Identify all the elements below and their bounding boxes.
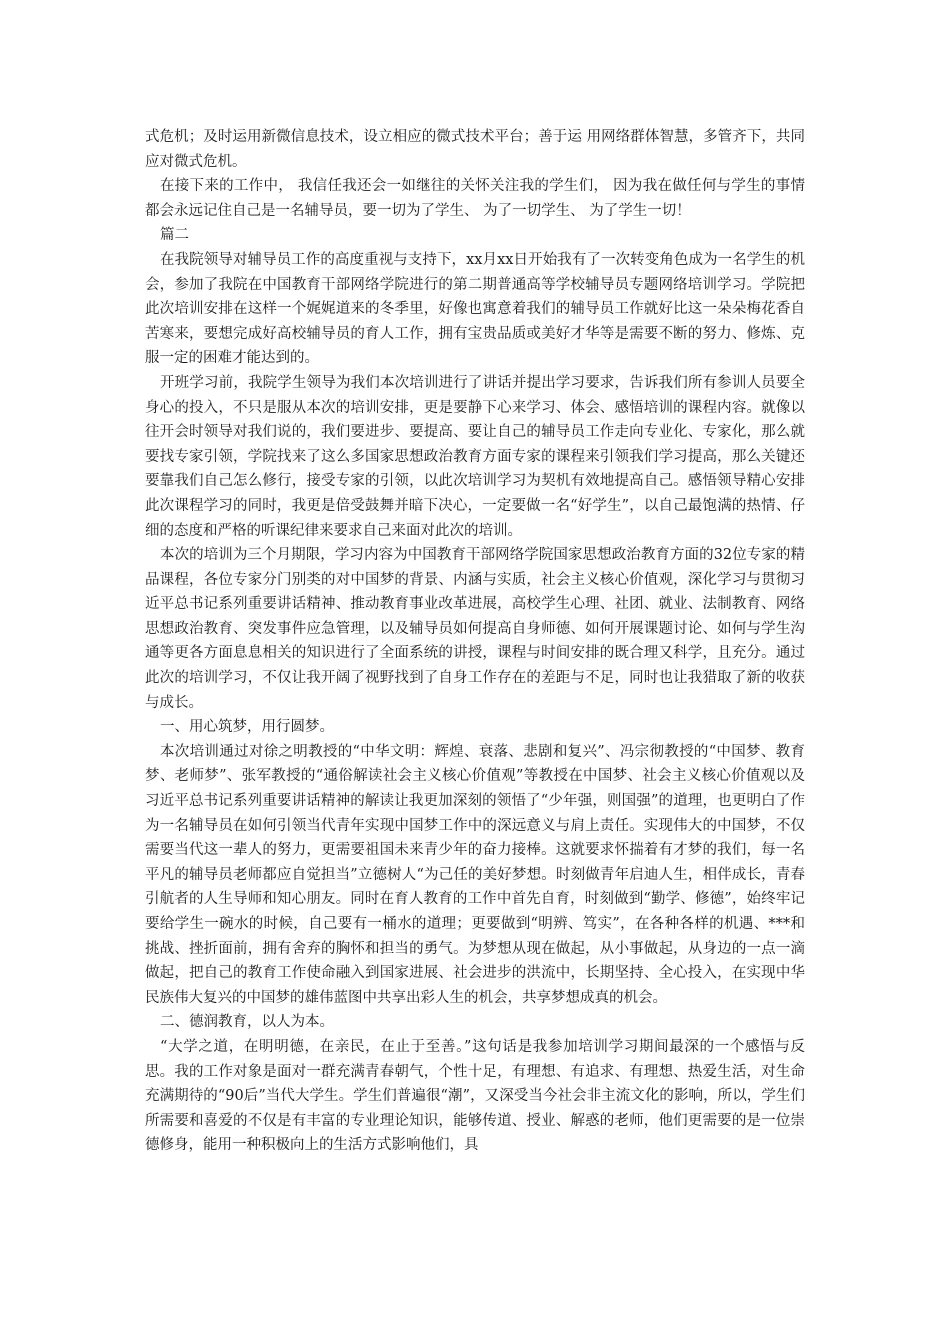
section-title-part-two: 篇二 (160, 227, 189, 244)
heading-section-two: 二、德润教育，以人为本。 (160, 1014, 334, 1031)
paragraph-intro: 在我院领导对辅导员工作的高度重视与支持下，xx月xx日开始我有了一次转变角色成为一名学生的机会，参加了我院在中国教育干部网络学院进行的第二期普通高等学校辅导员专题网络培训学习。学院把此次培训安排在这样一个娓娓道来的冬季里，好像也寓意着我们的辅导员工作就好比这一朵朵梅花香自苦寒来，要想完成好高校辅导员的育人工作，拥有宝贵品质或美好才华等是需要不断的努力、修炼、克服一定的困难才能达到的。 (145, 251, 805, 367)
document-page (145, 125, 805, 1158)
paragraph-pre-class: 开班学习前，我院学生领导为我们本次培训进行了讲话并提出学习要求，告诉我们所有参训人员要全身心的投入，不只是服从本次的培训安排，更是要静下心来学习、体会、感悟培训的课程内容。就像以往开会时领导对我们说的，我们要进步、要提高、要让自己的辅导员工作走向专业化、专家化，那么就要找专家引领，学院找来了这么多国家思想政治教育方面专家的课程来引领我们学习提高，那么关键还要靠我们自己怎么修行，接受专家的引领，以此次培训学习为契机有效地提高自己。感悟领导精心安排此次课程学习的同时，我更是倍受鼓舞并暗下决心，一定要做一名“好学生”，以自己最饱满的热情、仔细的态度和严格的听课纪律来要求自己来面对此次的培训。 (145, 374, 805, 539)
paragraph-section-one-body: 本次培训通过对徐之明教授的“中华文明：辉煌、衰落、悲剧和复兴”、冯宗彻教授的“中国梦、教育梦、老师梦”、张军教授的“通俗解读社会主义核心价值观”等教授在中国梦、社会主义核心价值观以及习近平总书记系列重要讲话精神的解读让我更加深刻的领悟了“少年强，则国强”的道理，也更明白了作为一名辅导员在如何引领当代青年实现中国梦工作中的深远意义与肩上责任。实现伟大的中国梦，不仅需要当代这一辈人的努力，更需要祖国未来青少年的奋力接棒。这就要求怀揣着有才梦的我们，每一名平凡的辅导员老师都应自觉担当”立德树人“为己任的美好梦想。时刻做青年启迪人生，相伴成长，青春引航者的人生导师和知心朋友。同时在育人教育的工作中首先自育，时刻做到“勤学、修德”，始终牢记要给学生一碗水的时候，自己要有一桶水的道理；更要做到“明辨、笃实”，在各种各样的机遇、***和挑战、挫折面前，拥有舍弃的胸怀和担当的勇气。为梦想从现在做起，从小事做起，从身边的一点一滴做起，把自己的教育工作使命融入到国家进展、社会进步的洪流中，长期坚持、全心投入，在实现中华民族伟大复兴的中国梦的雄伟蓝图中共享出彩人生的机会，共享梦想成真的机会。 (145, 743, 805, 1006)
paragraph-section-two-body: “大学之道，在明明德，在亲民，在止于至善。”这句话是我参加培训学习期间最深的一个感悟与反思。我的工作对象是面对一群充满青春朝气，个性十足，有理想、有追求、有理想、热爱生活，对生命充满期待的“90后”当代大学生。学生们普遍很“潮”，又深受当今社会非主流文化的影响，所以，学生们所需要和喜爱的不仅是有丰富的专业理论知识，能够传道、授业、解惑的老师，他们更需要的是一位崇德修身，能用一种积极向上的生活方式影响他们，具 (145, 1038, 805, 1154)
heading-section-one: 一、用心筑梦，用行圆梦。 (160, 719, 334, 736)
paragraph-closing: 在接下来的工作中， 我信任我还会一如继往的关怀关注我的学生们， 因为我在做任何与学生的事情都会永远记住自己是一名辅导员，要一切为了学生、 为了一切学生、 为了学生一切！ (145, 178, 805, 219)
paragraph-training-content: 本次的培训为三个月期限，学习内容为中国教育干部网络学院国家思想政治教育方面的32位专家的精品课程，各位专家分门别类的对中国梦的背景、内涵与实质，社会主义核心价值观，深化学习与贯彻习近平总书记系列重要讲话精神、推动教育事业改革进展，高校学生心理、社团、就业、法制教育、网络思想政治教育、突发事件应急管理，以及辅导员如何提高自身师德、如何开展课题讨论、如何与学生沟通等更各方面息息相关的知识进行了全面系统的讲授，课程与时间安排的既合理又科学，且充分。通过此次的培训学习，不仅让我开阔了视野找到了自身工作存在的差距与不足，同时也让我猎取了新的收获与成长。 (145, 547, 805, 711)
paragraph-continuation: 式危机；及时运用新微信息技术，设立相应的微式技术平台；善于运 用网络群体智慧，多管齐下，共同应对微式危机。 (145, 129, 805, 170)
